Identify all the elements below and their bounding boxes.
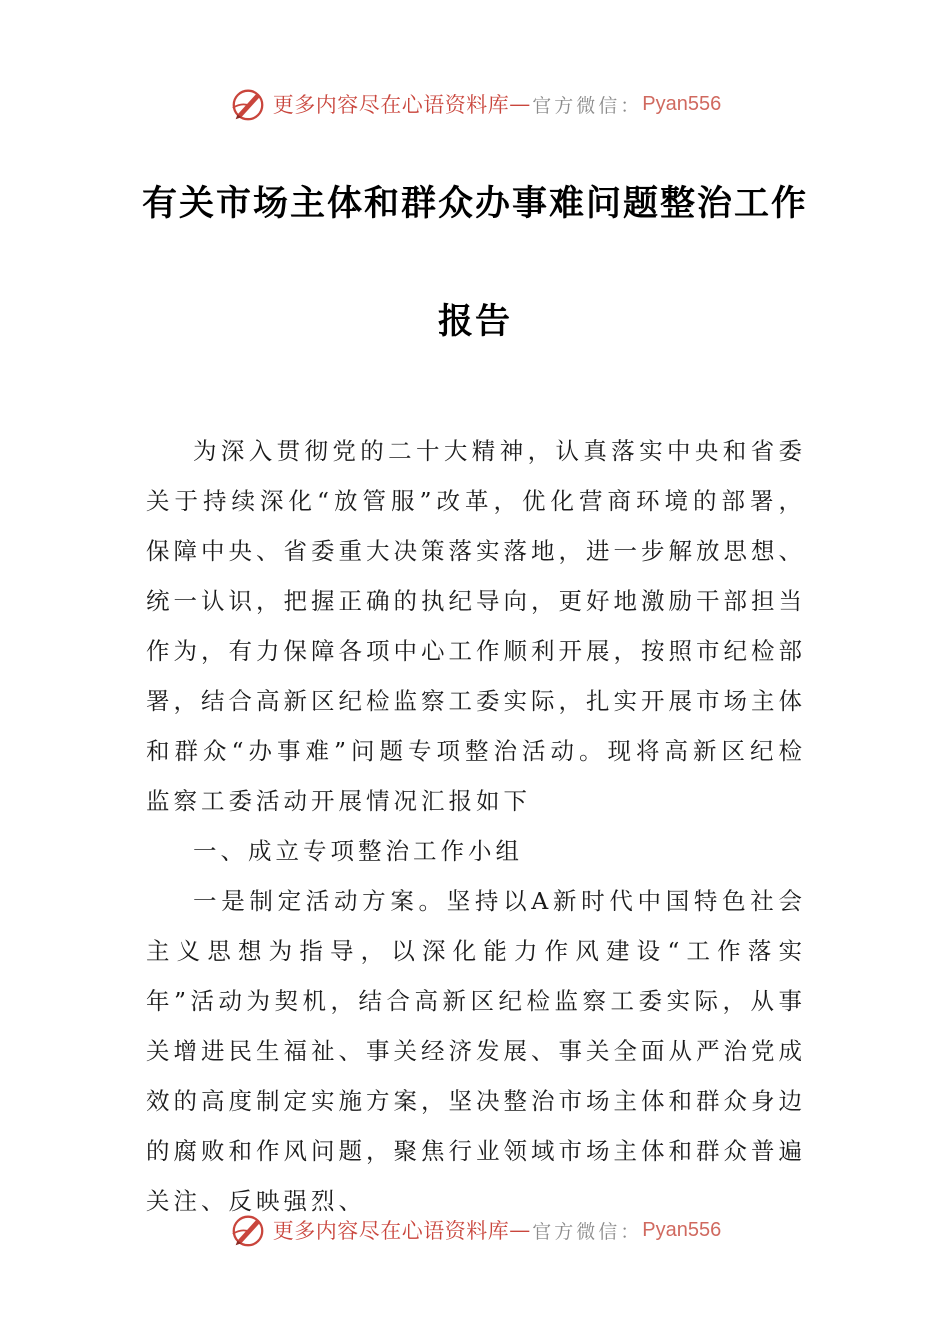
watermark-separator: — [509,92,531,116]
body-paragraph: 一是制定活动方案。坚持以A新时代中国特色社会主义思想为指导，以深化能力作风建设“工作落实年”活动为契机，结合高新区纪检监察工委实际，从事关增进民生福祉、事关经济发展、事关全面从严治党成效的高度制定实施方案，坚决整治市场主体和群众身边的腐败和作风问题，聚焦行业领域市场主体和群众普遍关注、反映强烈、 [146,887,806,1215]
pen-logo-icon [229,1211,267,1249]
watermark-wechat-label: 官方微信： [532,94,643,117]
watermark-banner-top [0,84,950,124]
body-paragraph: 为深入贯彻党的二十大精神，认真落实中央和省委关于持续深化“放管服”改革，优化营商环境的部署，保障中央、省委重大决策落实落地，进一步解放思想、统一认识，把握正确的执纪导向，更好地激励干部担当作为，有力保障各项中心工作顺利开展，按照市纪检部署，结合高新区纪检监察工委实际，扎实开展市场主体和群众“办事难”问题专项整治活动。现将高新区纪检监察工委活动开展情况汇报如下 [146,437,806,815]
watermark-wechat-id: Pyan556 [642,1218,722,1241]
section-heading: 一、成立专项整治工作小组 [193,837,523,865]
document-title-line2: 报告 [437,302,512,342]
pen-logo-icon [229,85,267,123]
watermark-ad-text: 更多内容尽在心语资料库 [272,93,510,117]
watermark-separator: — [509,1218,531,1242]
document-title-line1: 有关市场主体和群众办事难问题整治工作 [141,184,808,224]
watermark-wechat-label: 官方微信： [532,1220,643,1243]
watermark-banner-bottom [0,1210,950,1250]
document-body [146,426,806,1226]
watermark-ad-text: 更多内容尽在心语资料库 [272,1219,510,1243]
watermark-wechat-id: Pyan556 [642,92,722,115]
